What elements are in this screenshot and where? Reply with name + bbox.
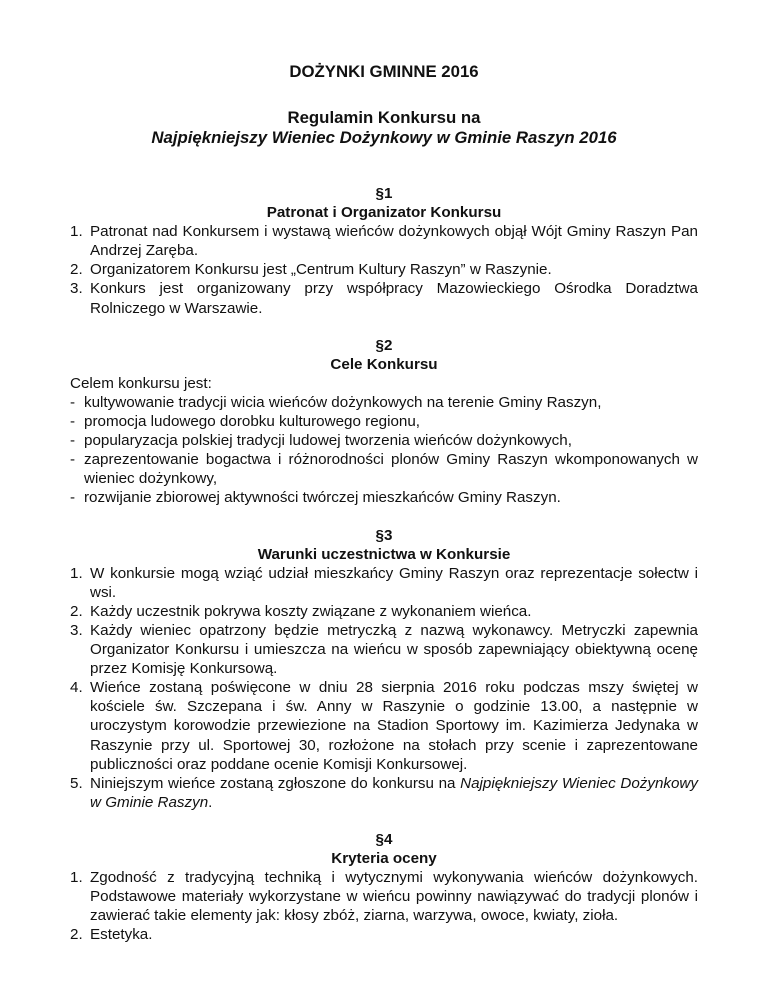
section-3-title: Warunki uczestnictwa w Konkursie <box>257 545 511 563</box>
section-1-list <box>70 222 698 317</box>
bullet-text: rozwijanie zbiorowej aktywności twórczej mieszkańców Gminy Raszyn. <box>84 489 561 507</box>
list-item <box>70 564 698 602</box>
item-number: 1. <box>70 564 83 582</box>
event-title: DOŻYNKI GMINNE 2016 <box>289 62 479 81</box>
list-item <box>70 925 698 944</box>
item-text: Zgodność z tradycyjną techniką i wytycznymi wykonywania wieńców dożynkowych. Podstawowe materiały wykorzystane w wieńcu powinny nawiązywać do tradycji plonów i zawierać takie elementy jak: kłosy zbóż, ziarna, warzywa, owoce, kwiaty, zioła. <box>90 869 698 925</box>
item-number: 1. <box>70 223 83 241</box>
item-text: Estetyka. <box>90 926 153 944</box>
bullet-item: - promocja ludowego dorobku kulturowego regionu, <box>70 413 421 431</box>
list-item <box>70 621 698 678</box>
item-number: 3. <box>70 280 83 298</box>
section-2-intro: Celem konkursu jest: <box>70 374 212 392</box>
item-text-italic: Najpiękniejszy Wieniec Dożynkowy w Gminie Raszyn <box>90 774 698 811</box>
item-number: 2. <box>70 261 83 279</box>
bullet-item: - kultywowanie tradycji wicia wieńców dożynkowych na terenie Gminy Raszyn, <box>70 393 602 411</box>
bullet-text: promocja ludowego dorobku kulturowego regionu, <box>84 413 421 431</box>
item-number: 3. <box>70 621 83 639</box>
list-item <box>70 260 698 279</box>
item-text: Każdy uczestnik pokrywa koszty związane z wykonaniem wieńca. <box>90 602 532 620</box>
section-4-list <box>70 868 698 944</box>
item-text: Konkurs jest organizowany przy współpracy Mazowieckiego Ośrodka Doradztwa Rolniczego w Warszawie. <box>90 280 698 317</box>
list-item <box>70 602 698 621</box>
bullet-item: - rozwijanie zbiorowej aktywności twórczej mieszkańców Gminy Raszyn. <box>70 489 561 507</box>
regulation-title-line2: Najpiękniejszy Wieniec Dożynkowy w Gminie Raszyn 2016 <box>151 128 617 147</box>
item-number: 1. <box>70 869 83 887</box>
section-4-title: Kryteria oceny <box>331 850 437 867</box>
bullet-item: - popularyzacja polskiej tradycji ludowej tworzenia wieńców dożynkowych, <box>70 432 572 450</box>
list-item <box>70 868 698 925</box>
list-item <box>70 222 698 260</box>
section-1-mark: §1 <box>375 185 393 202</box>
list-item <box>70 678 698 773</box>
item-text: Wieńce zostaną poświęcone w dniu 28 sierpnia 2016 roku podczas mszy świętej w kościele św. Szczepana i św. Anny w Raszynie o godzinie 13.00, a następnie w uroczystym korowodzie przewiezione na Stadion Sportowy im. Kazimierza Jedynaka w Raszynie przy ul. Sportowej 30, rozłożone na stołach przy scenie i zaprezentowane publiczności oraz poddane ocenie Komisji Konkursowej. <box>90 679 698 773</box>
list-item <box>70 774 698 812</box>
regulation-title-line1: Regulamin Konkursu na <box>287 108 481 127</box>
document-page <box>70 62 698 944</box>
list-item <box>70 279 698 317</box>
bullet-text: zaprezentowanie bogactwa i różnorodności plonów Gminy Raszyn wkomponowanych w wieniec dożynkowy, <box>84 451 698 488</box>
item-text-before: Niniejszym wieńce zostaną zgłoszone do konkursu na <box>90 774 461 792</box>
item-number: 2. <box>70 926 83 944</box>
section-3-mark: §3 <box>375 526 393 544</box>
section-3-list <box>70 564 698 812</box>
item-number: 5. <box>70 774 83 792</box>
section-4-mark: §4 <box>375 830 393 848</box>
item-number: 4. <box>70 679 83 697</box>
section-2-mark: §2 <box>375 336 393 354</box>
item-text: Organizatorem Konkursu jest „Centrum Kultury Raszyn” w Raszynie. <box>90 261 552 279</box>
item-text: Każdy wieniec opatrzony będzie metryczką z nazwą wykonawcy. Metryczki zapewnia Organizator Konkursu i umieszcza na wieńcu w sposób zapewniający obiektywną ocenę przez Komisję Konkursową. <box>90 621 698 678</box>
item-text: W konkursie mogą wziąć udział mieszkańcy Gminy Raszyn oraz reprezentacje sołectw i wsi. <box>90 564 698 601</box>
item-number: 2. <box>70 602 83 620</box>
item-text: Patronat nad Konkursem i wystawą wieńców dożynkowych objął Wójt Gminy Raszyn Pan Andrzej Zaręba. <box>90 223 698 260</box>
section-2-title: Cele Konkursu <box>330 355 438 373</box>
item-text <box>90 775 698 811</box>
bullet-text: kultywowanie tradycji wicia wieńców dożynkowych na terenie Gminy Raszyn, <box>84 393 602 411</box>
item-text-after: . <box>208 793 213 811</box>
section-1-title: Patronat i Organizator Konkursu <box>266 204 502 222</box>
bullet-item: - zaprezentowanie bogactwa i różnorodności plonów Gminy Raszyn wkomponowanych w wieniec dożynkowy, <box>70 451 698 488</box>
bullet-text: popularyzacja polskiej tradycji ludowej tworzenia wieńców dożynkowych, <box>84 432 572 450</box>
